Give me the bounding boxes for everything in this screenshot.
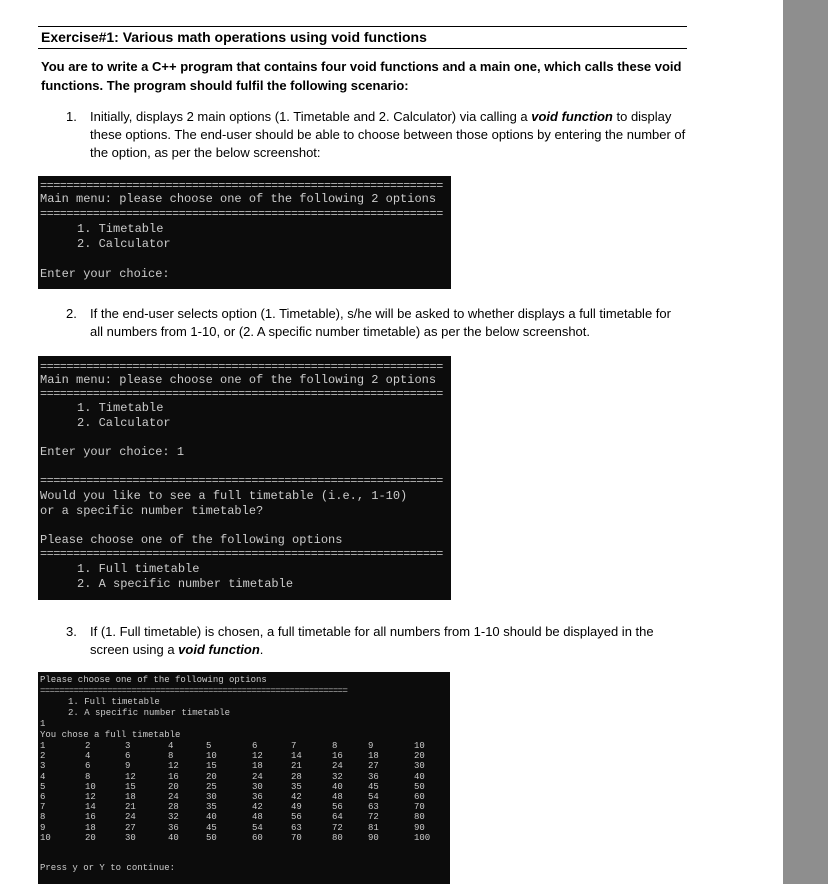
- timetable-cell: 28: [291, 771, 302, 782]
- console-option-calculator: 2. Calculator: [77, 237, 171, 251]
- step-text: If (1. Full timetable) is chosen, a full timetable for all numbers from 1-10 should be displayed in the screen using a void function.: [90, 624, 654, 657]
- console-question-line-2: or a specific number timetable?: [40, 504, 264, 518]
- timetable-cell: 21: [291, 761, 302, 772]
- timetable-cell: 12: [168, 761, 179, 772]
- timetable-cell: 8: [40, 812, 46, 823]
- timetable-cell: 6: [125, 751, 131, 762]
- timetable-cell: 24: [252, 771, 263, 782]
- console-separator: ================================================================: [40, 686, 348, 696]
- timetable-cell: 7: [40, 802, 46, 813]
- timetable-cell: 9: [40, 822, 46, 833]
- console-prompt: Enter your choice:: [40, 267, 170, 281]
- timetable-cell: 3: [125, 741, 131, 751]
- timetable-cell: 56: [332, 802, 343, 813]
- timetable-cell: 2: [40, 751, 46, 762]
- console-separator: =============================================================: [40, 179, 443, 193]
- timetable-cell: 18: [252, 761, 263, 772]
- timetable-cell: 32: [332, 771, 343, 782]
- timetable-cell: 4: [40, 771, 46, 782]
- console-option-specific-timetable: 2. A specific number timetable: [77, 577, 294, 591]
- console-question-line-1: Would you like to see a full timetable (i.e., 1-10): [40, 489, 408, 503]
- timetable-cell: 80: [414, 812, 425, 823]
- timetable-cell: 35: [206, 802, 217, 813]
- timetable-cell: 45: [206, 822, 217, 833]
- timetable-cell: 8: [332, 741, 338, 751]
- timetable-cell: 80: [332, 832, 343, 843]
- timetable-cell: 63: [291, 822, 302, 833]
- exercise-heading: Exercise#1: Various math operations using void functions: [41, 29, 427, 45]
- timetable-cell: 90: [368, 832, 379, 843]
- timetable-cell: 15: [206, 761, 217, 772]
- step-text: If the end-user selects option (1. Timetable), s/he will be asked to whether displays a full timetable for all numbers from 1-10, or (2. A specific number timetable) as per the below screenshot.: [90, 306, 671, 339]
- timetable-cell: 70: [414, 802, 425, 813]
- timetable-cell: 25: [206, 781, 217, 792]
- intro-paragraph: You are to write a C++ program that contains four void functions and a main one, which calls these void functions. The program should fulfil the following scenario:: [41, 59, 682, 93]
- timetable-cell: 27: [368, 761, 379, 772]
- timetable-cell: 20: [206, 771, 217, 782]
- timetable-cell: 32: [168, 812, 179, 823]
- timetable-cell: 36: [368, 771, 379, 782]
- console-option-specific-timetable: 2. A specific number timetable: [68, 708, 231, 718]
- timetable-cell: 8: [85, 771, 91, 782]
- timetable-cell: 72: [332, 822, 343, 833]
- timetable-cell: 20: [85, 832, 96, 843]
- timetable-cell: 21: [125, 802, 136, 813]
- timetable-cell: 4: [168, 741, 174, 751]
- console-option-timetable: 1. Timetable: [77, 401, 164, 415]
- console-separator: =============================================================: [40, 387, 443, 401]
- timetable-cell: 16: [85, 812, 96, 823]
- timetable-cell: 36: [168, 822, 179, 833]
- timetable-cell: 50: [414, 781, 425, 792]
- step-number: 2.: [66, 306, 77, 321]
- console-option-timetable: 1. Timetable: [77, 222, 164, 236]
- timetable-cell: 45: [368, 781, 379, 792]
- timetable-cell: 24: [125, 812, 136, 823]
- timetable-cell: 18: [85, 822, 96, 833]
- timetable-cell: 30: [414, 761, 425, 772]
- timetable-cell: 4: [85, 751, 91, 762]
- timetable-cell: 6: [85, 761, 91, 772]
- console-chose-message: You chose a full timetable: [40, 730, 181, 740]
- console-timetable-submenu: [38, 356, 451, 600]
- timetable-cell: 42: [291, 792, 302, 802]
- timetable-cell: 18: [125, 792, 136, 802]
- timetable-cell: 9: [368, 741, 374, 751]
- timetable-cell: 50: [206, 832, 217, 843]
- console-menu-title: Main menu: please choose one of the following 2 options: [40, 373, 437, 387]
- console-continue-prompt: Press y or Y to continue:: [40, 863, 176, 873]
- console-option-full-timetable: 1. Full timetable: [68, 697, 160, 707]
- console-separator: =============================================================: [40, 360, 443, 374]
- top-rule: [38, 26, 687, 27]
- console-main-menu: [38, 176, 451, 289]
- timetable-cell: 16: [332, 751, 343, 762]
- timetable-cell: 15: [125, 781, 136, 792]
- timetable-cell: 48: [252, 812, 263, 823]
- console-prompt: Enter your choice: 1: [40, 445, 185, 459]
- console-user-input: 1: [40, 719, 46, 729]
- timetable-cell: 54: [252, 822, 263, 833]
- timetable-cell: 30: [125, 832, 136, 843]
- timetable-cell: 72: [368, 812, 379, 823]
- timetable-cell: 6: [252, 741, 258, 751]
- timetable-cell: 14: [85, 802, 96, 813]
- timetable-cell: 6: [40, 792, 46, 802]
- timetable-cell: 24: [332, 761, 343, 772]
- timetable-cell: 24: [168, 792, 179, 802]
- timetable-cell: 42: [252, 802, 263, 813]
- timetable-cell: 40: [332, 781, 343, 792]
- timetable-cell: 60: [414, 792, 425, 802]
- timetable-cell: 20: [414, 751, 425, 762]
- timetable-cell: 12: [85, 792, 96, 802]
- timetable-cell: 60: [252, 832, 263, 843]
- timetable-cell: 10: [85, 781, 96, 792]
- timetable-cell: 30: [252, 781, 263, 792]
- timetable-cell: 48: [332, 792, 343, 802]
- timetable-cell: 10: [414, 741, 425, 751]
- console-option-calculator: 2. Calculator: [77, 416, 171, 430]
- timetable-cell: 36: [252, 792, 263, 802]
- timetable-cell: 30: [206, 792, 217, 802]
- timetable-cell: 70: [291, 832, 302, 843]
- console-separator: =============================================================: [40, 547, 443, 561]
- timetable-cell: 12: [252, 751, 263, 762]
- timetable-cell: 27: [125, 822, 136, 833]
- console-full-timetable: [38, 672, 450, 884]
- timetable-cell: 40: [168, 832, 179, 843]
- timetable-cell: 14: [291, 751, 302, 762]
- timetable-cell: 10: [206, 751, 217, 762]
- console-menu-title: Main menu: please choose one of the following 2 options: [40, 192, 437, 206]
- timetable-cell: 20: [168, 781, 179, 792]
- console-separator: =============================================================: [40, 474, 443, 488]
- timetable-cell: 40: [206, 812, 217, 823]
- timetable-cell: 40: [414, 771, 425, 782]
- timetable-cell: 64: [332, 812, 343, 823]
- timetable-cell: 35: [291, 781, 302, 792]
- timetable-cell: 7: [291, 741, 297, 751]
- timetable-cell: 100: [414, 832, 431, 843]
- timetable-cell: 16: [168, 771, 179, 782]
- timetable-cell: 9: [125, 761, 131, 772]
- step-text: Initially, displays 2 main options (1. Timetable and 2. Calculator) via calling a void function to display these options. The end-user should be able to choose between those options by entering the number of the option, as per the below screenshot:: [90, 109, 686, 160]
- console-choose-label: Please choose one of the following options: [40, 533, 343, 547]
- timetable-cell: 10: [40, 832, 51, 843]
- timetable-cell: 49: [291, 802, 302, 813]
- step-number: 1.: [66, 109, 77, 124]
- timetable-cell: 8: [168, 751, 174, 762]
- timetable-cell: 90: [414, 822, 425, 833]
- scrollbar[interactable]: [783, 0, 828, 884]
- timetable-cell: 81: [368, 822, 379, 833]
- console-option-full-timetable: 1. Full timetable: [77, 562, 200, 576]
- timetable-cell: 63: [368, 802, 379, 813]
- console-separator: =============================================================: [40, 207, 443, 221]
- timetable-cell: 56: [291, 812, 302, 823]
- heading-rule: [38, 48, 687, 49]
- timetable-cell: 2: [85, 741, 91, 751]
- step-number: 3.: [66, 624, 77, 639]
- timetable-cell: 54: [368, 792, 379, 802]
- timetable-cell: 12: [125, 771, 136, 782]
- timetable-cell: 1: [40, 741, 46, 751]
- timetable-cell: 5: [206, 741, 212, 751]
- timetable-cell: 18: [368, 751, 379, 762]
- console-choose-label: Please choose one of the following options: [40, 675, 267, 685]
- timetable-cell: 5: [40, 781, 46, 792]
- timetable-cell: 28: [168, 802, 179, 813]
- timetable-cell: 3: [40, 761, 46, 772]
